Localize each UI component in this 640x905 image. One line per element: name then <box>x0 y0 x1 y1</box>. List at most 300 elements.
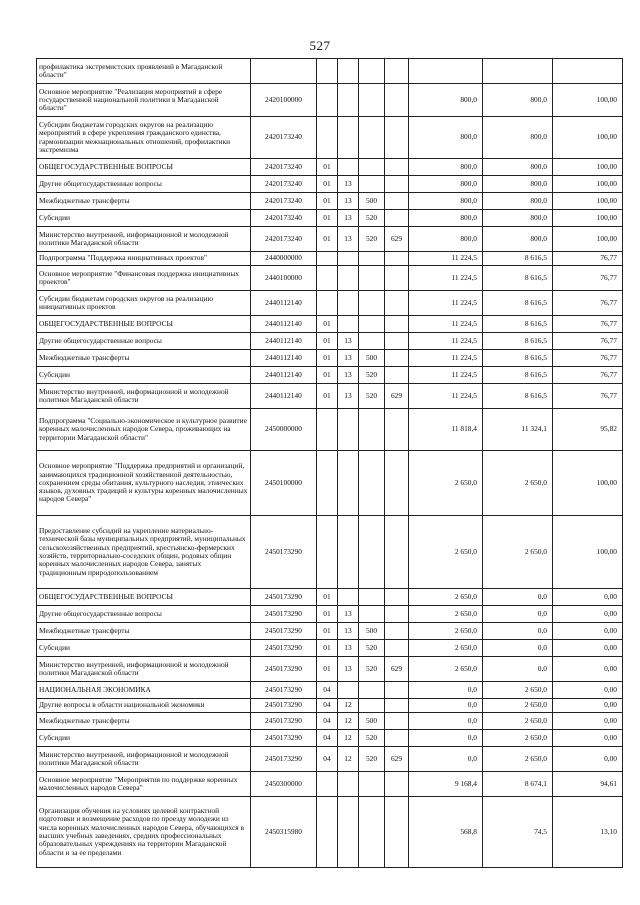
execution-percent: 76,77 <box>553 291 623 316</box>
item-name: профилактика экстремистских проявлений в Магаданской области" <box>37 59 251 84</box>
target-article-code: 2450173290 <box>251 747 317 772</box>
executed-amount: 8 616,5 <box>483 384 553 409</box>
planned-amount: 11 224,5 <box>409 266 483 291</box>
target-article-code: 2450173290 <box>251 640 317 657</box>
subsection-code: 13 <box>338 384 359 409</box>
expense-type-code: 520 <box>359 210 385 227</box>
item-name: Межбюджетные трансферты <box>37 193 251 210</box>
table-row <box>37 266 623 291</box>
section-code <box>317 772 338 797</box>
execution-percent: 100,00 <box>553 159 623 176</box>
planned-amount: 11 224,5 <box>409 384 483 409</box>
subsection-code: 13 <box>338 623 359 640</box>
table-row <box>37 59 623 84</box>
execution-percent: 0,00 <box>553 657 623 682</box>
item-name: Подпрограмма "Социально-экономическое и культурное развитие коренных малочисленных народов Севера, проживающих на территории Магаданской области" <box>37 409 251 451</box>
subsection-code <box>338 159 359 176</box>
target-article-code: 2450300000 <box>251 772 317 797</box>
administrator-code <box>385 730 409 747</box>
table-row <box>37 606 623 623</box>
administrator-code <box>385 193 409 210</box>
subsection-code: 13 <box>338 333 359 350</box>
subsection-code: 13 <box>338 657 359 682</box>
executed-amount: 0,0 <box>483 657 553 682</box>
executed-amount: 74,5 <box>483 797 553 868</box>
executed-amount: 8 674,1 <box>483 772 553 797</box>
target-article-code: 2440112140 <box>251 333 317 350</box>
section-code <box>317 252 338 266</box>
executed-amount: 2 650,0 <box>483 451 553 516</box>
expense-type-code <box>359 252 385 266</box>
item-name: Межбюджетные трансферты <box>37 350 251 367</box>
section-code: 01 <box>317 657 338 682</box>
section-code: 01 <box>317 316 338 333</box>
execution-percent: 76,77 <box>553 252 623 266</box>
planned-amount: 11 224,5 <box>409 333 483 350</box>
expense-type-code <box>359 606 385 623</box>
expense-type-code <box>359 682 385 699</box>
table-row <box>37 640 623 657</box>
administrator-code: 629 <box>385 227 409 252</box>
administrator-code: 629 <box>385 657 409 682</box>
table-row <box>37 159 623 176</box>
expense-type-code <box>359 589 385 606</box>
target-article-code: 2420173240 <box>251 176 317 193</box>
item-name: Министерство внутренней, информационной и молодежной политики Магаданской области <box>37 227 251 252</box>
planned-amount: 9 168,4 <box>409 772 483 797</box>
subsection-code <box>338 252 359 266</box>
execution-percent: 0,00 <box>553 747 623 772</box>
section-code: 04 <box>317 747 338 772</box>
item-name: Министерство внутренней, информационной и молодежной политики Магаданской области <box>37 747 251 772</box>
subsection-code <box>338 682 359 699</box>
expense-type-code: 520 <box>359 657 385 682</box>
planned-amount: 11 818,4 <box>409 409 483 451</box>
target-article-code: 2440100000 <box>251 266 317 291</box>
executed-amount: 800,0 <box>483 176 553 193</box>
target-article-code: 2450173290 <box>251 657 317 682</box>
item-name: Субсидии бюджетам городских округов на реализацию инициативных проектов <box>37 291 251 316</box>
subsection-code: 13 <box>338 367 359 384</box>
planned-amount: 0,0 <box>409 713 483 730</box>
subsection-code: 13 <box>338 606 359 623</box>
section-code: 04 <box>317 682 338 699</box>
expense-type-code <box>359 316 385 333</box>
item-name: Субсидии бюджетам городских округов на реализацию мероприятий в сфере укрепления гражданского единства, гармонизации межнациональных отношений, профилактики экстремизма <box>37 117 251 159</box>
target-article-code: 2420173240 <box>251 117 317 159</box>
execution-percent: 100,00 <box>553 210 623 227</box>
administrator-code <box>385 252 409 266</box>
administrator-code <box>385 797 409 868</box>
item-name: НАЦИОНАЛЬНАЯ ЭКОНОМИКА <box>37 682 251 699</box>
planned-amount: 2 650,0 <box>409 516 483 589</box>
subsection-code: 12 <box>338 699 359 713</box>
planned-amount: 2 650,0 <box>409 589 483 606</box>
table-row <box>37 291 623 316</box>
table-row <box>37 193 623 210</box>
table-row <box>37 682 623 699</box>
expense-type-code: 500 <box>359 350 385 367</box>
execution-percent: 100,00 <box>553 227 623 252</box>
executed-amount: 2 650,0 <box>483 516 553 589</box>
subsection-code: 12 <box>338 713 359 730</box>
planned-amount: 2 650,0 <box>409 657 483 682</box>
planned-amount: 800,0 <box>409 227 483 252</box>
planned-amount: 2 650,0 <box>409 623 483 640</box>
subsection-code <box>338 59 359 84</box>
table-row <box>37 367 623 384</box>
planned-amount: 800,0 <box>409 117 483 159</box>
item-name: Другие вопросы в области национальной экономики <box>37 699 251 713</box>
target-article-code: 2420173240 <box>251 227 317 252</box>
subsection-code: 12 <box>338 730 359 747</box>
execution-percent: 95,82 <box>553 409 623 451</box>
target-article-code: 2450173290 <box>251 606 317 623</box>
execution-percent: 100,00 <box>553 84 623 117</box>
section-code: 01 <box>317 640 338 657</box>
expense-type-code <box>359 176 385 193</box>
expense-type-code <box>359 772 385 797</box>
target-article-code: 2450100000 <box>251 451 317 516</box>
subsection-code: 13 <box>338 193 359 210</box>
target-article-code: 2450000000 <box>251 409 317 451</box>
administrator-code <box>385 367 409 384</box>
target-article-code: 2450173290 <box>251 516 317 589</box>
execution-percent: 100,00 <box>553 117 623 159</box>
table-row <box>37 117 623 159</box>
expense-type-code <box>359 266 385 291</box>
execution-percent: 100,00 <box>553 516 623 589</box>
planned-amount: 11 224,5 <box>409 252 483 266</box>
administrator-code <box>385 117 409 159</box>
target-article-code: 2450173290 <box>251 730 317 747</box>
execution-percent: 0,00 <box>553 713 623 730</box>
target-article-code: 2440112140 <box>251 350 317 367</box>
item-name: Субсидии <box>37 640 251 657</box>
executed-amount: 8 616,5 <box>483 333 553 350</box>
administrator-code <box>385 640 409 657</box>
planned-amount: 2 650,0 <box>409 451 483 516</box>
administrator-code <box>385 350 409 367</box>
planned-amount: 0,0 <box>409 682 483 699</box>
expense-type-code: 520 <box>359 640 385 657</box>
table-row <box>37 316 623 333</box>
subsection-code <box>338 409 359 451</box>
target-article-code: 2440112140 <box>251 316 317 333</box>
target-article-code: 2420100000 <box>251 84 317 117</box>
execution-percent: 76,77 <box>553 367 623 384</box>
expense-type-code <box>359 516 385 589</box>
table-row <box>37 252 623 266</box>
target-article-code: 2440112140 <box>251 291 317 316</box>
administrator-code <box>385 699 409 713</box>
item-name: Основное мероприятие "Мероприятия по поддержке коренных малочисленных народов Севера" <box>37 772 251 797</box>
section-code: 01 <box>317 176 338 193</box>
table-row <box>37 730 623 747</box>
table-row <box>37 699 623 713</box>
table-row <box>37 176 623 193</box>
section-code <box>317 409 338 451</box>
target-article-code: 2450173290 <box>251 623 317 640</box>
section-code: 01 <box>317 210 338 227</box>
executed-amount: 8 616,5 <box>483 316 553 333</box>
executed-amount: 0,0 <box>483 606 553 623</box>
execution-percent: 0,00 <box>553 730 623 747</box>
expense-type-code: 520 <box>359 747 385 772</box>
subsection-code <box>338 117 359 159</box>
planned-amount: 2 650,0 <box>409 606 483 623</box>
table-row <box>37 623 623 640</box>
section-code: 01 <box>317 384 338 409</box>
section-code: 04 <box>317 699 338 713</box>
table-row <box>37 657 623 682</box>
item-name: Основное мероприятие "Поддержка предприятий и организаций, занимающихся традиционной хозяйственной деятельностью, сохранением среды обитания, культурного наследия, этнических языков, духовных традиций и культуры коренных малочисленных народов Севера" <box>37 451 251 516</box>
subsection-code <box>338 316 359 333</box>
item-name: Другие общегосударственные вопросы <box>37 176 251 193</box>
section-code <box>317 516 338 589</box>
table-row <box>37 451 623 516</box>
section-code <box>317 266 338 291</box>
expense-type-code <box>359 333 385 350</box>
executed-amount: 0,0 <box>483 640 553 657</box>
expense-type-code <box>359 797 385 868</box>
executed-amount: 8 616,5 <box>483 350 553 367</box>
subsection-code <box>338 451 359 516</box>
expense-type-code: 500 <box>359 193 385 210</box>
planned-amount: 800,0 <box>409 210 483 227</box>
section-code <box>317 117 338 159</box>
expense-type-code <box>359 699 385 713</box>
table-row <box>37 210 623 227</box>
section-code: 01 <box>317 367 338 384</box>
executed-amount: 2 650,0 <box>483 730 553 747</box>
execution-percent: 0,00 <box>553 589 623 606</box>
item-name: ОБЩЕГОСУДАРСТВЕННЫЕ ВОПРОСЫ <box>37 589 251 606</box>
item-name: Организация обучения на условиях целевой контрактной подготовки и возмещение расходов по проезду молодежи из числа коренных малочисленных народов Севера, обучающихся в высших учебных заведениях, средних профессиональных образовательных учреждениях на территории Магаданской области и за ее пределами <box>37 797 251 868</box>
executed-amount: 8 616,5 <box>483 367 553 384</box>
planned-amount <box>409 59 483 84</box>
subsection-code: 13 <box>338 210 359 227</box>
table-row <box>37 747 623 772</box>
planned-amount: 11 224,5 <box>409 291 483 316</box>
executed-amount: 11 324,1 <box>483 409 553 451</box>
table-row <box>37 772 623 797</box>
execution-percent: 13,10 <box>553 797 623 868</box>
execution-percent: 100,00 <box>553 451 623 516</box>
executed-amount: 0,0 <box>483 589 553 606</box>
target-article-code: 2450173290 <box>251 713 317 730</box>
section-code: 01 <box>317 193 338 210</box>
execution-percent: 76,77 <box>553 333 623 350</box>
target-article-code: 2440112140 <box>251 367 317 384</box>
planned-amount: 11 224,5 <box>409 350 483 367</box>
administrator-code <box>385 84 409 117</box>
expense-type-code: 520 <box>359 367 385 384</box>
executed-amount <box>483 59 553 84</box>
target-article-code: 2450315980 <box>251 797 317 868</box>
planned-amount: 11 224,5 <box>409 316 483 333</box>
execution-percent <box>553 59 623 84</box>
planned-amount: 800,0 <box>409 84 483 117</box>
executed-amount: 8 616,5 <box>483 266 553 291</box>
table-row <box>37 227 623 252</box>
item-name: Другие общегосударственные вопросы <box>37 606 251 623</box>
section-code: 01 <box>317 623 338 640</box>
expense-type-code: 500 <box>359 623 385 640</box>
expense-type-code: 520 <box>359 730 385 747</box>
section-code <box>317 291 338 316</box>
administrator-code <box>385 623 409 640</box>
planned-amount: 800,0 <box>409 159 483 176</box>
expense-type-code <box>359 117 385 159</box>
target-article-code: 2450173290 <box>251 682 317 699</box>
executed-amount: 2 650,0 <box>483 682 553 699</box>
administrator-code <box>385 316 409 333</box>
target-article-code: 2450173290 <box>251 589 317 606</box>
administrator-code <box>385 210 409 227</box>
target-article-code: 2450173290 <box>251 699 317 713</box>
budget-table <box>36 58 623 868</box>
table-row <box>37 713 623 730</box>
execution-percent: 94,61 <box>553 772 623 797</box>
executed-amount: 800,0 <box>483 159 553 176</box>
item-name: Подпрограмма "Поддержка инициативных проектов" <box>37 252 251 266</box>
table-row <box>37 350 623 367</box>
section-code <box>317 59 338 84</box>
item-name: Субсидии <box>37 210 251 227</box>
target-article-code: 2420173240 <box>251 159 317 176</box>
execution-percent: 76,77 <box>553 350 623 367</box>
planned-amount: 0,0 <box>409 730 483 747</box>
table-row <box>37 84 623 117</box>
administrator-code <box>385 516 409 589</box>
execution-percent: 0,00 <box>553 682 623 699</box>
execution-percent: 0,00 <box>553 606 623 623</box>
section-code <box>317 451 338 516</box>
item-name: Межбюджетные трансферты <box>37 623 251 640</box>
administrator-code <box>385 409 409 451</box>
subsection-code: 13 <box>338 640 359 657</box>
item-name: Другие общегосударственные вопросы <box>37 333 251 350</box>
planned-amount: 0,0 <box>409 699 483 713</box>
expense-type-code: 520 <box>359 384 385 409</box>
target-article-code: 2420173240 <box>251 210 317 227</box>
execution-percent: 76,77 <box>553 384 623 409</box>
item-name: Предоставление субсидий на укрепление материально-технической базы муниципальных предприятий, муниципальных сельскохозяйственных предприятий, крестьянско-фермерских хозяйств, территориально-соседских общин, родовых общин коренных малочисленных народов Севера, занятых традиционным природопользованием <box>37 516 251 589</box>
section-code: 04 <box>317 730 338 747</box>
executed-amount: 800,0 <box>483 210 553 227</box>
item-name: Субсидии <box>37 730 251 747</box>
expense-type-code <box>359 451 385 516</box>
target-article-code <box>251 59 317 84</box>
table-row <box>37 797 623 868</box>
table-row <box>37 589 623 606</box>
subsection-code <box>338 589 359 606</box>
executed-amount: 800,0 <box>483 117 553 159</box>
section-code: 01 <box>317 333 338 350</box>
item-name: Министерство внутренней, информационной и молодежной политики Магаданской области <box>37 384 251 409</box>
section-code: 01 <box>317 589 338 606</box>
section-code: 01 <box>317 606 338 623</box>
target-article-code: 2440112140 <box>251 384 317 409</box>
planned-amount: 11 224,5 <box>409 367 483 384</box>
planned-amount: 800,0 <box>409 193 483 210</box>
section-code: 01 <box>317 227 338 252</box>
item-name: Основное мероприятие "Финансовая поддержка инициативных проектов" <box>37 266 251 291</box>
executed-amount: 2 650,0 <box>483 747 553 772</box>
administrator-code <box>385 159 409 176</box>
expense-type-code <box>359 291 385 316</box>
table-row <box>37 409 623 451</box>
item-name: Основное мероприятие "Реализация мероприятий в сфере государственной национальной политики в Магаданской области" <box>37 84 251 117</box>
execution-percent: 100,00 <box>553 176 623 193</box>
execution-percent: 76,77 <box>553 266 623 291</box>
expense-type-code <box>359 84 385 117</box>
administrator-code: 629 <box>385 747 409 772</box>
administrator-code <box>385 682 409 699</box>
expense-type-code <box>359 159 385 176</box>
executed-amount: 800,0 <box>483 227 553 252</box>
subsection-code <box>338 291 359 316</box>
subsection-code <box>338 266 359 291</box>
administrator-code <box>385 333 409 350</box>
section-code <box>317 797 338 868</box>
executed-amount: 2 650,0 <box>483 699 553 713</box>
subsection-code <box>338 772 359 797</box>
subsection-code <box>338 516 359 589</box>
section-code <box>317 84 338 117</box>
section-code: 01 <box>317 350 338 367</box>
administrator-code: 629 <box>385 384 409 409</box>
item-name: Субсидии <box>37 367 251 384</box>
expense-type-code <box>359 59 385 84</box>
administrator-code <box>385 772 409 797</box>
planned-amount: 0,0 <box>409 747 483 772</box>
planned-amount: 800,0 <box>409 176 483 193</box>
page-number: 527 <box>309 38 331 53</box>
section-code: 04 <box>317 713 338 730</box>
administrator-code <box>385 291 409 316</box>
item-name: ОБЩЕГОСУДАРСТВЕННЫЕ ВОПРОСЫ <box>37 159 251 176</box>
executed-amount: 2 650,0 <box>483 713 553 730</box>
executed-amount: 8 616,5 <box>483 291 553 316</box>
table-row <box>37 384 623 409</box>
table-row <box>37 516 623 589</box>
expense-type-code: 520 <box>359 227 385 252</box>
executed-amount: 0,0 <box>483 623 553 640</box>
expense-type-code <box>359 409 385 451</box>
subsection-code: 13 <box>338 350 359 367</box>
administrator-code <box>385 266 409 291</box>
executed-amount: 800,0 <box>483 84 553 117</box>
planned-amount: 2 650,0 <box>409 640 483 657</box>
subsection-code: 13 <box>338 227 359 252</box>
execution-percent: 0,00 <box>553 640 623 657</box>
execution-percent: 76,77 <box>553 316 623 333</box>
subsection-code: 12 <box>338 747 359 772</box>
item-name: Межбюджетные трансферты <box>37 713 251 730</box>
execution-percent: 0,00 <box>553 699 623 713</box>
executed-amount: 8 616,5 <box>483 252 553 266</box>
item-name: Министерство внутренней, информационной и молодежной политики Магаданской области <box>37 657 251 682</box>
execution-percent: 0,00 <box>553 623 623 640</box>
subsection-code <box>338 84 359 117</box>
subsection-code <box>338 797 359 868</box>
section-code: 01 <box>317 159 338 176</box>
target-article-code: 2420173240 <box>251 193 317 210</box>
item-name: ОБЩЕГОСУДАРСТВЕННЫЕ ВОПРОСЫ <box>37 316 251 333</box>
expense-type-code: 500 <box>359 713 385 730</box>
